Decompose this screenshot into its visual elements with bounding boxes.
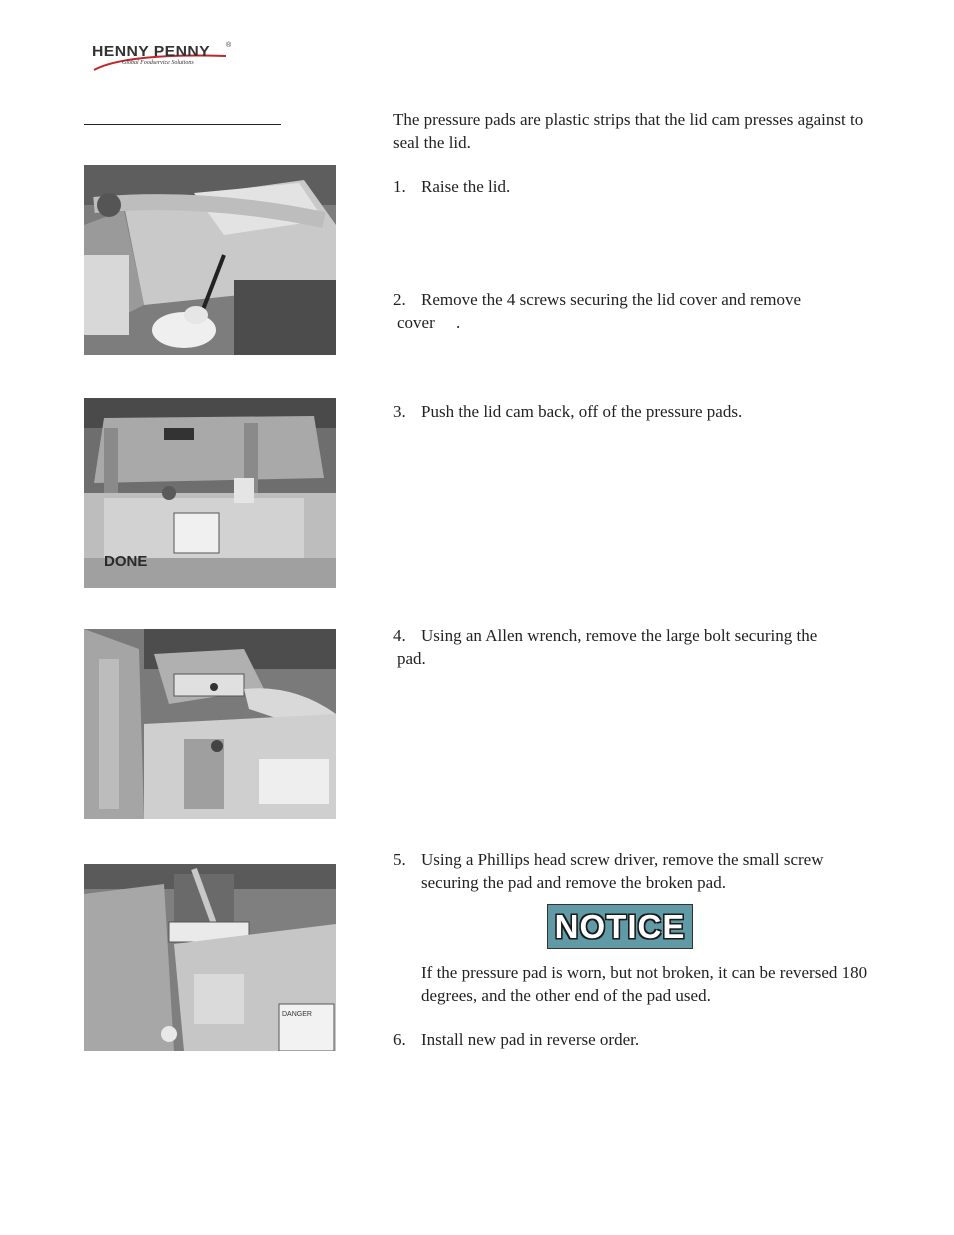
step-number: 5. (393, 850, 406, 869)
logo-tagline: Global Foodservice Solutions (122, 60, 194, 66)
photo-danger-label: DANGER (282, 1011, 312, 1018)
step-continuation: cover . (397, 313, 461, 332)
step-6 (393, 1028, 873, 1051)
step-text: Install new pad in reverse order. (421, 1030, 640, 1049)
step-number: 3. (393, 402, 406, 421)
intro-paragraph: The pressure pads are plastic strips that the lid cam presses against to seal the lid. (393, 110, 864, 152)
step-text: Push the lid cam back, off of the pressure pads. (421, 402, 743, 421)
photo-allen-wrench (84, 629, 336, 819)
step-text: Using an Allen wrench, remove the large bolt securing the (421, 626, 818, 645)
notice-badge (547, 904, 693, 949)
photo-lid-cam (84, 398, 336, 588)
photo-phillips-screwdriver (84, 864, 336, 1051)
step-continuation: pad. (397, 649, 426, 668)
step-continuation: securing the pad and remove the broken pad. (421, 873, 726, 892)
step-text: Using a Phillips head screw driver, remove the small screw (421, 850, 824, 869)
step-3 (393, 400, 873, 423)
logo-registered-mark: ® (226, 42, 232, 49)
notice-label: NOTICE (554, 907, 686, 945)
notice-text-block (393, 961, 873, 1007)
step-2 (393, 288, 873, 334)
step-number: 6. (393, 1030, 406, 1049)
section-heading-rule (84, 124, 281, 125)
step-number: 2. (393, 290, 406, 309)
henny-penny-logo (86, 40, 236, 74)
step-text: Remove the 4 screws securing the lid cover and remove (421, 290, 802, 309)
step-5 (393, 848, 873, 894)
step-number: 1. (393, 177, 406, 196)
step-number: 4. (393, 626, 406, 645)
step-4 (393, 624, 873, 670)
step-text: Raise the lid. (421, 177, 511, 196)
logo-wordmark: HENNY PENNY (92, 43, 211, 60)
photo-lid-cover (84, 165, 336, 355)
photo-done-label: DONE (104, 553, 148, 570)
step-1 (393, 175, 873, 198)
notice-text: If the pressure pad is worn, but not broken, it can be reversed 180 degrees, and the other end of the pad used. (421, 963, 868, 1005)
